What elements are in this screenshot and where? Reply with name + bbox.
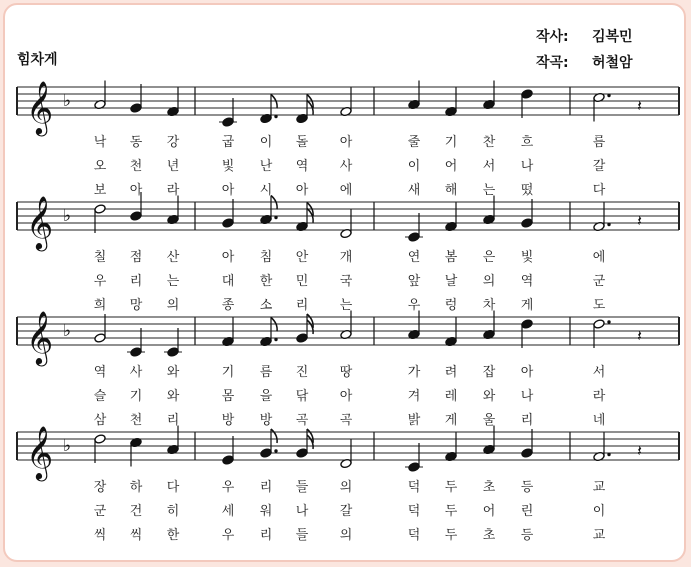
treble-clef-icon: 𝄞 — [26, 195, 54, 249]
note — [222, 199, 234, 228]
lyric-syllable: 들 — [295, 480, 309, 495]
flat-sign-icon: ♭ — [63, 436, 72, 456]
note — [408, 81, 420, 110]
lyric-syllable: 땅 — [339, 365, 353, 380]
lyric-syllable: 씩 — [93, 528, 107, 543]
lyricist-name: 김복민 — [592, 29, 633, 45]
lyric-syllable: 는 — [339, 298, 353, 313]
note — [521, 429, 533, 458]
lyric-syllable: 어 — [482, 504, 496, 519]
augmentation-dot — [607, 453, 610, 456]
lyric-syllable: 이 — [259, 135, 273, 150]
note — [260, 318, 278, 347]
lyric-syllable: 가 — [407, 365, 421, 380]
lyric-syllable: 도 — [592, 298, 606, 313]
lyric-syllable: 다 — [166, 480, 180, 495]
lyric-syllable: 두 — [444, 480, 458, 495]
lyric-syllable: 종 — [221, 298, 235, 313]
lyric-syllable: 역 — [295, 159, 309, 174]
lyric-syllable: 장 — [93, 480, 107, 495]
quarter-rest: 𝄽 — [637, 96, 642, 115]
note — [340, 311, 352, 340]
lyric-syllable: 갈 — [592, 159, 606, 174]
lyric-syllable: 군 — [93, 504, 107, 519]
note — [130, 84, 142, 113]
lyric-syllable: 소 — [259, 298, 273, 313]
note — [593, 92, 611, 121]
lyric-syllable: 잡 — [482, 365, 496, 380]
flat-sign-icon: ♭ — [63, 206, 72, 226]
lyric-syllable: 에 — [339, 183, 353, 198]
lyric-syllable: 들 — [295, 528, 309, 543]
lyric-syllable: 개 — [339, 250, 353, 265]
note — [164, 328, 182, 357]
lyric-syllable: 방 — [259, 413, 273, 428]
lyric-syllable: 국 — [339, 274, 353, 289]
note — [127, 328, 145, 357]
lyric-syllable: 우 — [93, 274, 107, 289]
lyric-syllable: 와 — [166, 365, 180, 380]
quarter-rest: 𝄽 — [637, 326, 642, 345]
staff-system-1 — [17, 80, 679, 198]
lyric-syllable: 아 — [129, 183, 143, 198]
lyric-syllable: 삼 — [93, 413, 107, 428]
lyric-syllable: 망 — [129, 298, 143, 313]
lyric-syllable: 곡 — [295, 413, 309, 428]
notehead — [222, 455, 234, 465]
lyric-syllable: 초 — [482, 480, 496, 495]
augmentation-dot — [274, 115, 277, 118]
note — [445, 318, 457, 347]
lyric-syllable: 리 — [166, 413, 180, 428]
notehead — [521, 319, 533, 329]
notehead — [167, 347, 179, 357]
note — [405, 443, 423, 472]
lyric-syllable: 히 — [166, 504, 180, 519]
lyric-syllable: 동 — [129, 135, 143, 150]
lyric-syllable: 돌 — [295, 135, 309, 150]
lyric-syllable: 한 — [166, 528, 180, 543]
lyric-syllable: 몸 — [221, 389, 235, 404]
note — [94, 434, 106, 463]
lyric-syllable: 해 — [444, 183, 458, 198]
note — [222, 318, 234, 347]
lyric-syllable: 빛 — [520, 250, 534, 265]
lyric-syllable: 건 — [129, 504, 143, 519]
lyric-syllable: 하 — [129, 480, 143, 495]
lyric-syllable: 안 — [295, 250, 309, 265]
note — [219, 98, 237, 127]
lyric-syllable: 등 — [520, 528, 534, 543]
treble-clef-icon: 𝄞 — [26, 425, 54, 479]
lyric-syllable: 곡 — [339, 413, 353, 428]
staff-system-2 — [17, 192, 679, 313]
score — [5, 5, 686, 562]
lyric-syllable: 덕 — [407, 528, 421, 543]
lyric-syllable: 의 — [339, 480, 353, 495]
lyric-syllable: 교 — [592, 528, 606, 543]
note — [130, 437, 142, 466]
lyric-syllable: 역 — [93, 365, 107, 380]
lyric-syllable: 겨 — [407, 389, 421, 404]
augmentation-dot — [274, 216, 277, 219]
lyric-syllable: 의 — [339, 528, 353, 543]
notehead — [521, 448, 533, 458]
lyric-syllable: 강 — [166, 135, 180, 150]
lyric-syllable: 갈 — [339, 504, 353, 519]
note — [445, 88, 457, 117]
note — [521, 89, 533, 118]
lyric-syllable: 기 — [129, 389, 143, 404]
note — [340, 88, 352, 117]
note — [94, 204, 106, 233]
augmentation-dot — [274, 449, 277, 452]
notehead — [521, 89, 533, 99]
notehead — [521, 218, 533, 228]
sheet-music-card — [3, 3, 686, 562]
lyric-syllable: 오 — [93, 159, 107, 174]
note — [483, 196, 495, 225]
lyric-syllable: 밝 — [407, 413, 421, 428]
notehead — [130, 347, 142, 357]
lyric-syllable: 름 — [259, 365, 273, 380]
lyric-syllable: 방 — [221, 413, 235, 428]
lyric-syllable: 민 — [295, 274, 309, 289]
note — [483, 426, 495, 455]
lyric-syllable: 는 — [166, 274, 180, 289]
augmentation-dot — [607, 320, 610, 323]
notehead — [408, 232, 420, 242]
lyric-syllable: 이 — [592, 504, 606, 519]
lyric-syllable: 나 — [520, 389, 534, 404]
notehead — [593, 319, 605, 329]
lyric-syllable: 와 — [482, 389, 496, 404]
composer-label: 작곡: — [536, 55, 569, 71]
lyric-syllable: 는 — [482, 183, 496, 198]
note — [167, 196, 179, 225]
quarter-rest: 𝄽 — [637, 441, 642, 460]
note — [260, 95, 278, 124]
note — [260, 196, 278, 225]
lyric-syllable: 희 — [93, 298, 107, 313]
lyric-syllable: 난 — [259, 159, 273, 174]
note — [94, 81, 106, 110]
lyric-syllable: 의 — [482, 274, 496, 289]
lyric-syllable: 아 — [221, 250, 235, 265]
treble-clef-icon: 𝄞 — [26, 310, 54, 364]
note — [167, 426, 179, 455]
lyric-syllable: 줄 — [407, 135, 421, 150]
note — [593, 203, 611, 232]
lyric-syllable: 아 — [221, 183, 235, 198]
lyric-syllable: 씩 — [129, 528, 143, 543]
lyric-syllable: 등 — [520, 480, 534, 495]
tempo-marking: 힘차게 — [17, 52, 58, 68]
lyric-syllable: 빛 — [221, 159, 235, 174]
lyric-syllable: 라 — [166, 183, 180, 198]
lyric-syllable: 날 — [444, 274, 458, 289]
note — [483, 81, 495, 110]
lyric-syllable: 은 — [482, 250, 496, 265]
lyric-syllable: 사 — [129, 365, 143, 380]
lyric-syllable: 덕 — [407, 480, 421, 495]
lyric-syllable: 우 — [221, 480, 235, 495]
lyric-syllable: 린 — [520, 504, 534, 519]
lyricist-label: 작사: — [536, 29, 569, 45]
lyric-syllable: 서 — [482, 159, 496, 174]
quarter-rest: 𝄽 — [637, 211, 642, 230]
note — [260, 429, 278, 458]
lyric-syllable: 이 — [407, 159, 421, 174]
flat-sign-icon: ♭ — [63, 91, 72, 111]
lyric-syllable: 슬 — [93, 389, 107, 404]
lyric-syllable: 을 — [259, 389, 273, 404]
lyric-syllable: 교 — [592, 480, 606, 495]
staff-system-4 — [17, 425, 679, 543]
lyric-syllable: 아 — [295, 183, 309, 198]
notehead — [130, 211, 142, 221]
lyric-syllable: 시 — [259, 183, 273, 198]
note — [445, 433, 457, 462]
lyric-syllable: 울 — [482, 413, 496, 428]
lyric-syllable: 게 — [520, 298, 534, 313]
augmentation-dot — [274, 338, 277, 341]
lyric-syllable: 려 — [444, 365, 458, 380]
notehead — [94, 434, 106, 444]
lyric-syllable: 사 — [339, 159, 353, 174]
lyric-syllable: 리 — [295, 298, 309, 313]
lyric-syllable: 나 — [295, 504, 309, 519]
lyric-syllable: 다 — [592, 183, 606, 198]
lyric-syllable: 에 — [592, 250, 606, 265]
notehead — [94, 333, 106, 343]
notehead — [130, 103, 142, 113]
note — [483, 311, 495, 340]
lyric-syllable: 라 — [592, 389, 606, 404]
lyric-syllable: 레 — [444, 389, 458, 404]
lyric-syllable: 앞 — [407, 274, 421, 289]
note — [296, 203, 313, 232]
lyric-syllable: 리 — [129, 274, 143, 289]
augmentation-dot — [607, 94, 610, 97]
lyric-syllable: 역 — [520, 274, 534, 289]
notehead — [222, 117, 234, 127]
notehead — [222, 218, 234, 228]
lyric-syllable: 굽 — [221, 135, 235, 150]
staff-system-3 — [17, 310, 679, 428]
lyric-syllable: 의 — [166, 298, 180, 313]
note — [445, 203, 457, 232]
note-flag — [271, 429, 277, 443]
note — [340, 210, 352, 239]
note — [296, 314, 313, 343]
note — [405, 213, 423, 242]
lyric-syllable: 산 — [166, 250, 180, 265]
composer-name: 허철암 — [592, 55, 633, 71]
lyric-syllable: 우 — [407, 298, 421, 313]
notehead — [94, 204, 106, 214]
lyric-syllable: 점 — [129, 250, 143, 265]
lyric-syllable: 침 — [259, 250, 273, 265]
lyric-syllable: 덕 — [407, 504, 421, 519]
lyric-syllable: 년 — [166, 159, 180, 174]
lyric-syllable: 한 — [259, 274, 273, 289]
lyric-syllable: 차 — [482, 298, 496, 313]
lyric-syllable: 서 — [592, 365, 606, 380]
note — [94, 314, 106, 343]
note — [296, 95, 313, 124]
lyric-syllable: 리 — [520, 413, 534, 428]
lyric-syllable: 와 — [166, 389, 180, 404]
lyric-syllable: 게 — [444, 413, 458, 428]
lyric-syllable: 진 — [295, 365, 309, 380]
lyric-syllable: 닦 — [295, 389, 309, 404]
note — [222, 436, 234, 465]
lyric-syllable: 새 — [407, 183, 421, 198]
lyric-syllable: 렁 — [444, 298, 458, 313]
treble-clef-icon: 𝄞 — [26, 80, 54, 134]
lyric-syllable: 아 — [339, 135, 353, 150]
lyric-syllable: 흐 — [520, 135, 534, 150]
lyric-syllable: 떴 — [520, 183, 534, 198]
note — [521, 319, 533, 348]
lyric-syllable: 아 — [339, 389, 353, 404]
lyric-syllable: 세 — [221, 504, 235, 519]
lyric-syllable: 봄 — [444, 250, 458, 265]
note — [340, 440, 352, 469]
note — [593, 319, 611, 348]
lyric-syllable: 두 — [444, 528, 458, 543]
note — [408, 311, 420, 340]
lyric-syllable: 리 — [259, 480, 273, 495]
lyric-syllable: 초 — [482, 528, 496, 543]
augmentation-dot — [607, 223, 610, 226]
lyric-syllable: 대 — [221, 274, 235, 289]
notehead — [296, 448, 308, 458]
lyric-syllable: 아 — [520, 365, 534, 380]
notehead — [408, 462, 420, 472]
lyric-syllable: 나 — [520, 159, 534, 174]
lyric-syllable: 천 — [129, 159, 143, 174]
notehead — [260, 448, 272, 458]
lyric-syllable: 연 — [407, 250, 421, 265]
lyric-syllable: 기 — [221, 365, 235, 380]
notehead — [296, 333, 308, 343]
lyric-syllable: 낙 — [93, 135, 107, 150]
note — [521, 199, 533, 228]
lyric-syllable: 네 — [592, 413, 606, 428]
lyric-syllable: 보 — [93, 183, 107, 198]
lyric-syllable: 군 — [592, 274, 606, 289]
lyric-syllable: 워 — [259, 504, 273, 519]
lyric-syllable: 두 — [444, 504, 458, 519]
lyric-syllable: 기 — [444, 135, 458, 150]
lyric-syllable: 름 — [592, 135, 606, 150]
note — [167, 88, 179, 117]
flat-sign-icon: ♭ — [63, 321, 72, 341]
lyric-syllable: 리 — [259, 528, 273, 543]
note — [296, 429, 313, 458]
note — [593, 433, 611, 462]
lyric-syllable: 어 — [444, 159, 458, 174]
lyric-syllable: 천 — [129, 413, 143, 428]
lyric-syllable: 칠 — [93, 250, 107, 265]
lyric-syllable: 찬 — [482, 135, 496, 150]
lyric-syllable: 우 — [221, 528, 235, 543]
